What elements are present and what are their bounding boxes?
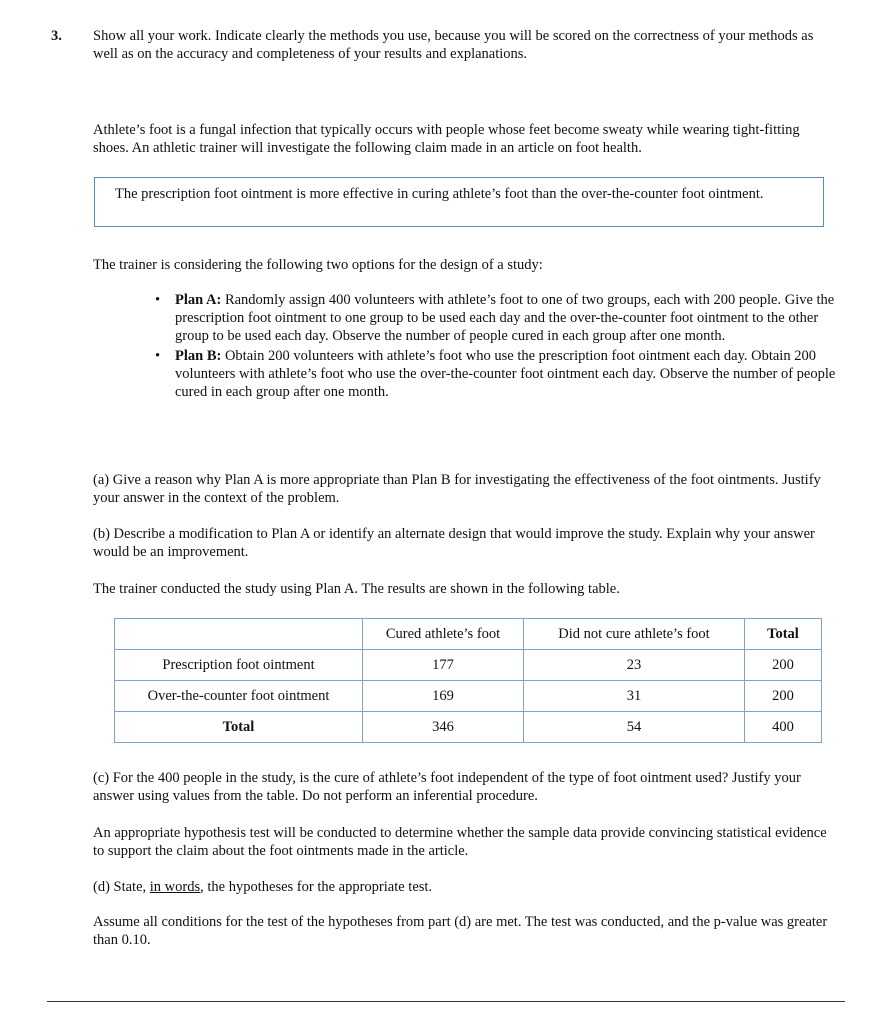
plan-a-text: Randomly assign 400 volunteers with athlete’s foot to one of two groups, each with 200 people. Give the prescription foot ointment to one group to be used each day and the over-the-counter foot ointment to the other group to be used each day. Observe the number of people cured in each group after one month. — [175, 292, 835, 344]
part-c-text: (c) For the 400 people in the study, is the cure of athlete’s foot independent of the type of foot ointment used? Justify your answer using values from the table. Do not perform an inferential procedure. — [93, 770, 801, 804]
part-d-underlined: in words — [149, 879, 201, 895]
table-header-blank — [115, 619, 363, 650]
table-cell: 200 — [745, 681, 822, 712]
part-d-prefix: (d) State, — [93, 879, 150, 895]
part-d-text — [93, 878, 833, 896]
results-table — [114, 618, 822, 743]
table-row — [115, 650, 822, 681]
table-cell: 31 — [524, 681, 745, 712]
table-header-not-cured: Did not cure athlete’s foot — [524, 619, 745, 650]
plan-b-label: Plan B: — [175, 348, 222, 364]
claim-box — [94, 177, 824, 227]
plan-b-text: Obtain 200 volunteers with athlete’s foot who use the prescription foot ointment each day. Obtain 200 volunteers with athlete’s foot who use the over-the-counter foot ointment each day. Observe the number of people cured in each group after one month. — [175, 348, 836, 400]
table-cell: 400 — [745, 712, 822, 743]
bullet-icon: • — [155, 348, 161, 364]
bullet-icon: • — [155, 292, 161, 308]
plan-b-item — [155, 347, 845, 401]
table-cell: 200 — [745, 650, 822, 681]
part-a-text: (a) Give a reason why Plan A is more appropriate than Plan B for investigating the effectiveness of the foot ointments. Justify your answer in the context of the problem. — [93, 472, 821, 506]
table-header-row — [115, 619, 822, 650]
test-intro: An appropriate hypothesis test will be conducted to determine whether the sample data provide convincing statistical evidence to support the claim about the foot ointments made in the article. — [93, 825, 827, 859]
instructions-text: Show all your work. Indicate clearly the methods you use, because you will be scored on the correctness of your methods as well as on the accuracy and completeness of your results and explanations. — [93, 28, 814, 62]
table-cell: Over-the-counter foot ointment — [115, 681, 363, 712]
conclusion-text: Assume all conditions for the test of the hypotheses from part (d) are met. The test was conducted, and the p-value was greater than 0.10. — [93, 914, 828, 948]
table-cell: 169 — [363, 681, 524, 712]
table-row — [115, 681, 822, 712]
claim-text: The prescription foot ointment is more effective in curing athlete’s foot than the over-the-counter foot ointment. — [115, 186, 764, 202]
plan-list — [155, 291, 845, 403]
table-cell: 54 — [524, 712, 745, 743]
context-paragraph: Athlete’s foot is a fungal infection that typically occurs with people whose feet become sweaty while wearing tight-fitting shoes. An athletic trainer will investigate the following claim made in an article on foot health. — [93, 122, 800, 156]
table-cell: 23 — [524, 650, 745, 681]
part-b-text: (b) Describe a modification to Plan A or identify an alternate design that would improve the study. Explain why your answer would be an improvement. — [93, 526, 815, 560]
part-d-suffix: , the hypotheses for the appropriate test. — [200, 879, 433, 895]
footer-divider — [47, 1001, 845, 1002]
table-header-total: Total — [745, 619, 822, 650]
table-cell: Total — [115, 712, 363, 743]
table-header-cured: Cured athlete’s foot — [363, 619, 524, 650]
table-cell: Prescription foot ointment — [115, 650, 363, 681]
design-intro: The trainer is considering the following two options for the design of a study: — [93, 257, 543, 273]
table-cell: 346 — [363, 712, 524, 743]
question-number: 3. — [51, 28, 62, 44]
plan-a-item — [155, 291, 845, 345]
table-cell: 177 — [363, 650, 524, 681]
table-total-row — [115, 712, 822, 743]
table-intro: The trainer conducted the study using Plan A. The results are shown in the following table. — [93, 581, 620, 597]
plan-a-label: Plan A: — [175, 292, 222, 308]
